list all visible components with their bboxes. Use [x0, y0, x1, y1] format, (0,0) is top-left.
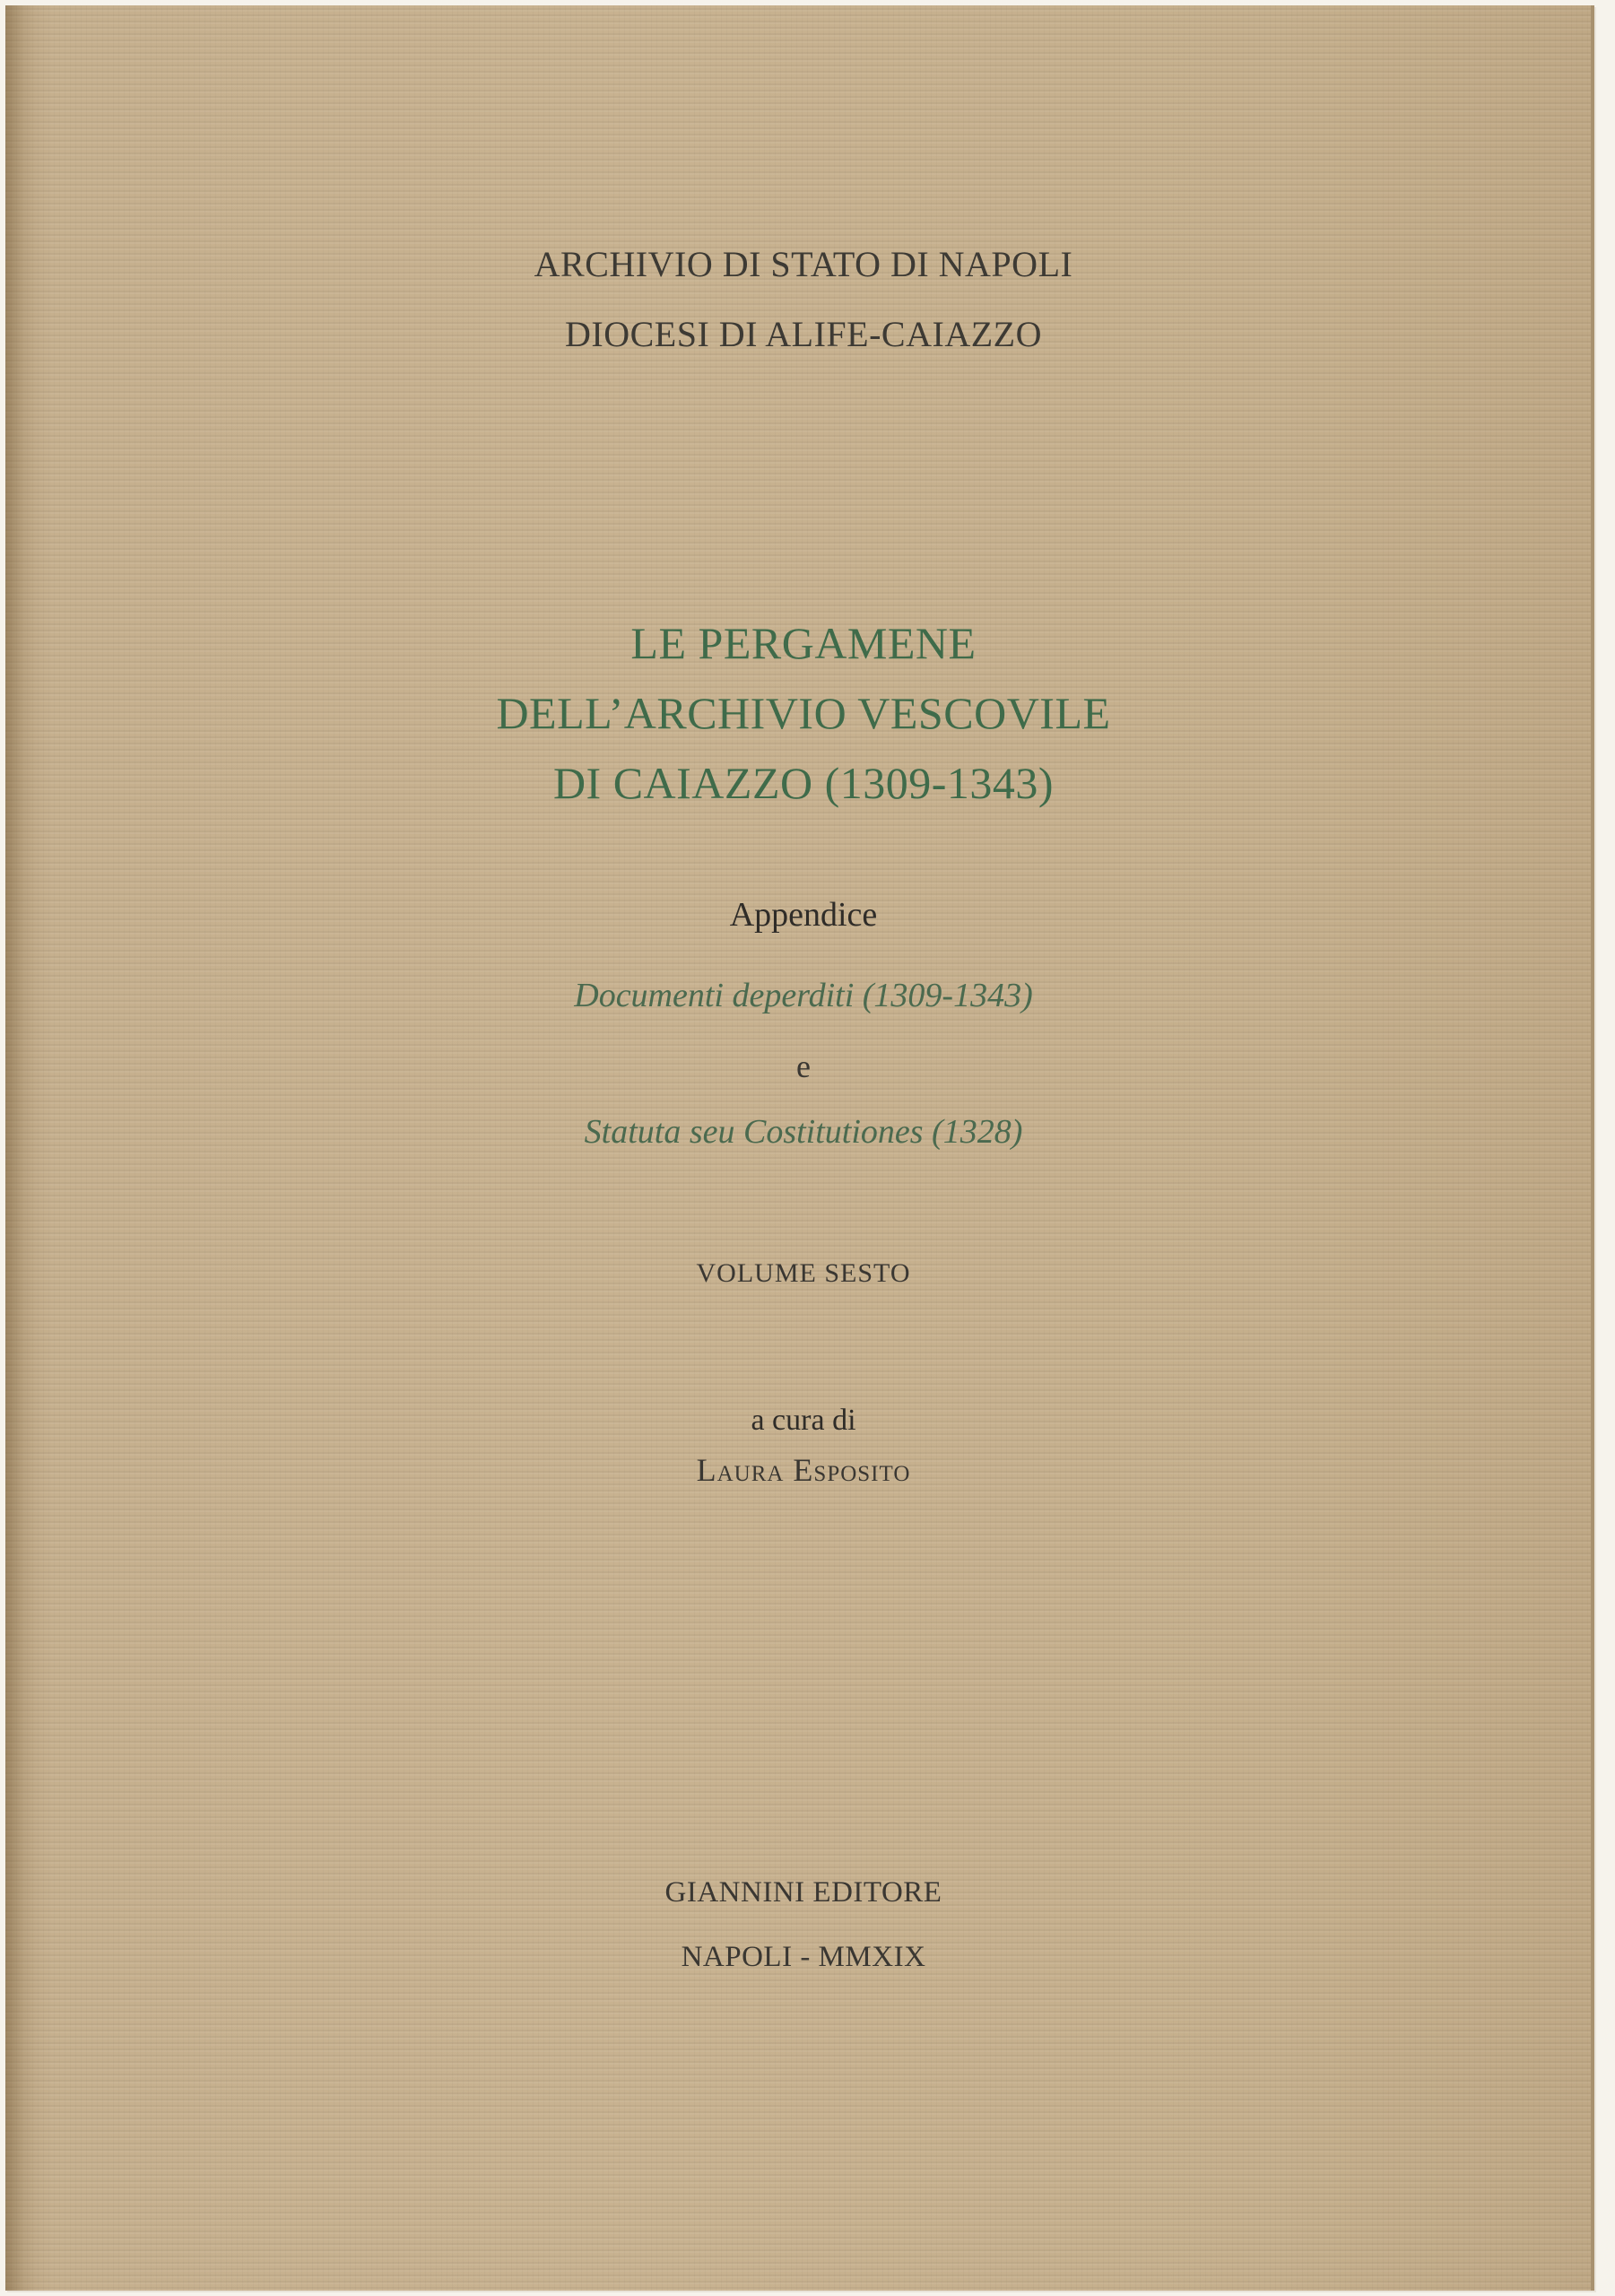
- title-line-1: LE PERGAMENE: [630, 618, 977, 668]
- volume-label: VOLUME SESTO: [696, 1258, 911, 1288]
- book-cover: [5, 5, 1594, 2291]
- institution-heading: [41, 230, 1566, 370]
- institution-line-2: DIOCESI DI ALIFE-CAIAZZO: [565, 314, 1042, 354]
- curator-intro: a cura di: [751, 1404, 856, 1437]
- title-line-2: DELL’ARCHIVIO VESCOVILE: [496, 688, 1111, 738]
- appendix-label: Appendice: [729, 896, 878, 934]
- book-title: [41, 608, 1566, 818]
- appendix-item-documents: Documenti deperditi (1309-1343): [574, 977, 1033, 1014]
- publisher-name: GIANNINI EDITORE: [664, 1876, 942, 1909]
- appendix-item-statuta: Statuta seu Costitutiones (1328): [584, 1113, 1023, 1151]
- spine-fold: [5, 5, 36, 2291]
- appendix-conjunction: e: [796, 1048, 811, 1084]
- publisher-place-year: NAPOLI - MMXIX: [681, 1941, 926, 1973]
- title-line-3: DI CAIAZZO (1309-1343): [552, 758, 1055, 808]
- curator-name: Laura Esposito: [696, 1452, 911, 1488]
- institution-line-1: ARCHIVIO DI STATO DI NAPOLI: [534, 244, 1073, 284]
- publisher-block: [41, 1860, 1566, 1989]
